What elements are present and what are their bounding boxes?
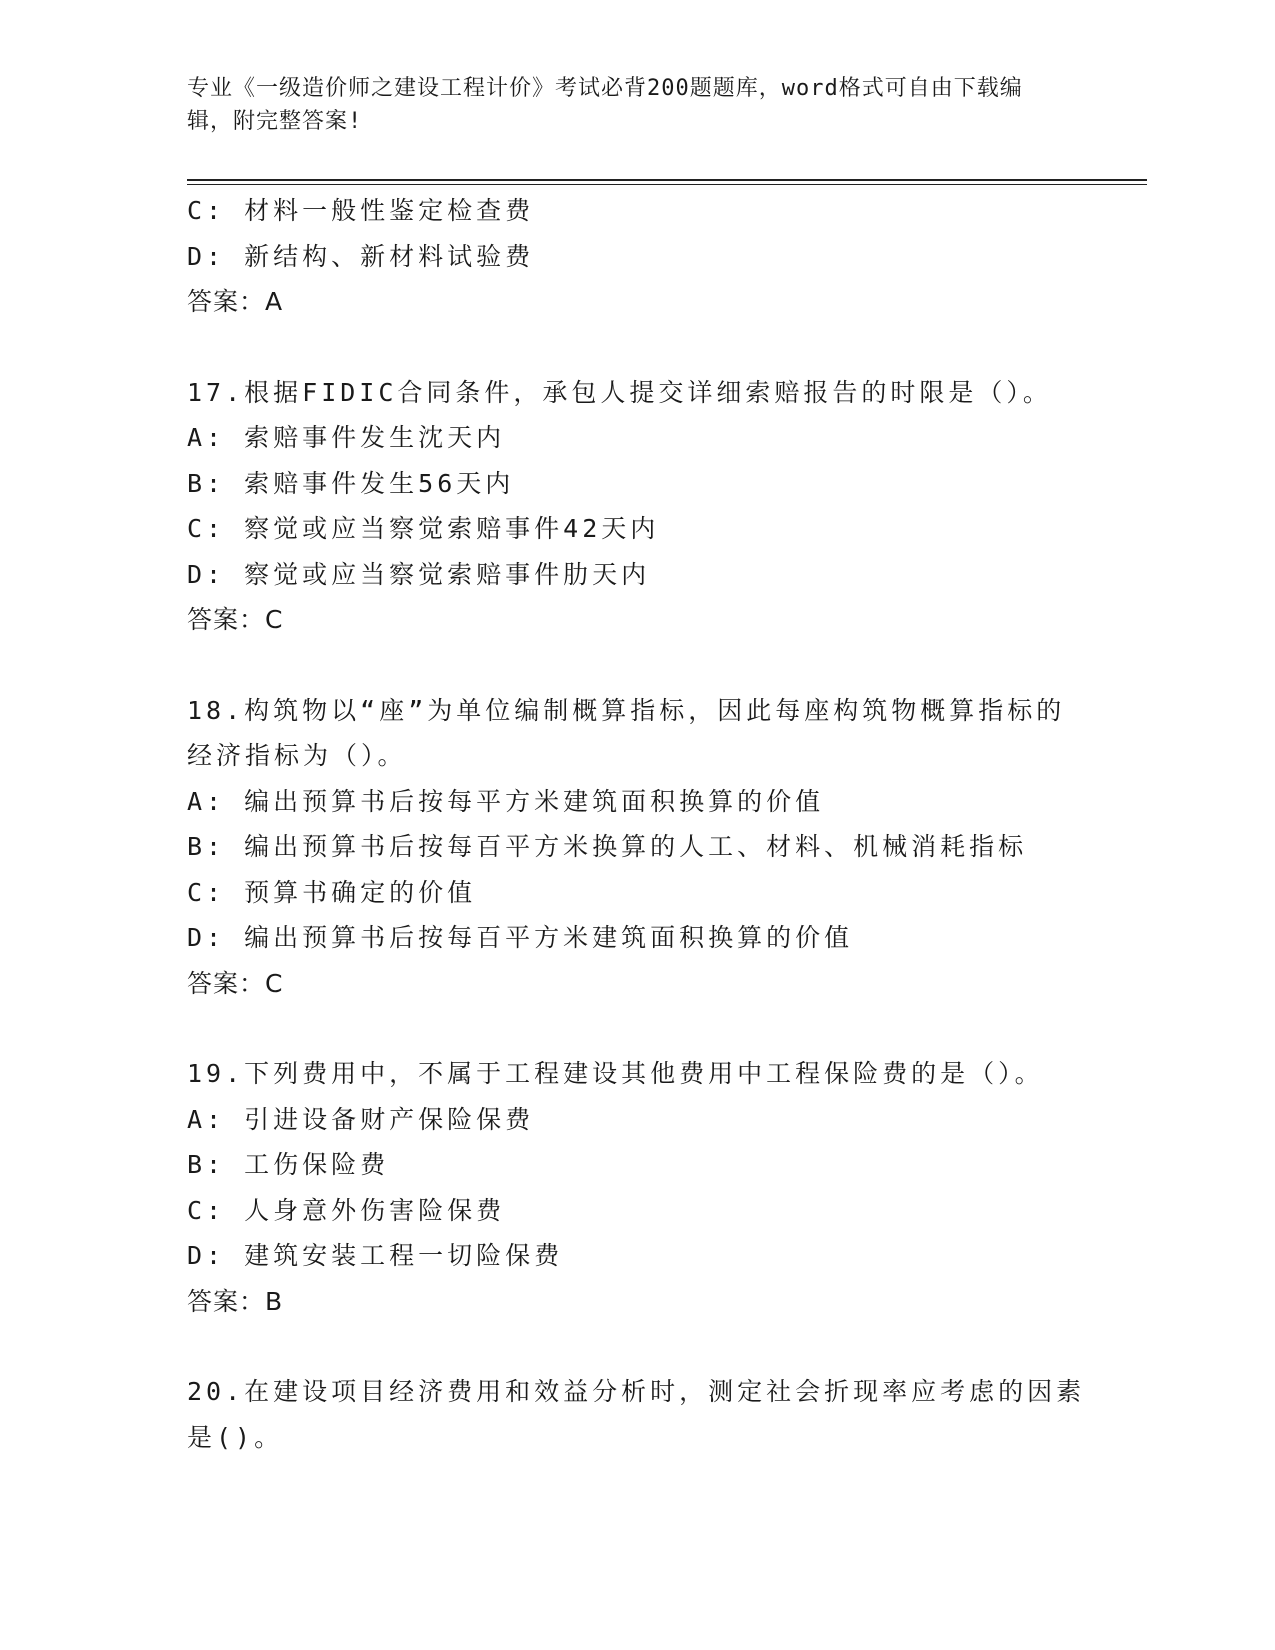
spacer bbox=[187, 643, 1087, 688]
option-c: C: 察觉或应当察觉索赔事件42天内 bbox=[187, 514, 660, 543]
option-d: D: 察觉或应当察觉索赔事件肋天内 bbox=[187, 559, 651, 589]
question-text: 17.根据FIDIC合同条件，承包人提交详细索赔报告的时限是（）。 bbox=[187, 377, 1052, 407]
option-c: C: 人身意外伤害险保费 bbox=[187, 1195, 506, 1225]
option-c: C: 预算书确定的价值 bbox=[187, 877, 477, 907]
header-divider-thick bbox=[187, 179, 1147, 181]
question-18 bbox=[187, 688, 1087, 1007]
header-text: 专业《一级造价师之建设工程计价》考试必背200题题库，word格式可自由下载编辑，附完整答案! bbox=[187, 76, 1023, 134]
option-b: B: 索赔事件发生56天内 bbox=[187, 468, 515, 498]
question-17 bbox=[187, 370, 1087, 643]
spacer bbox=[187, 1006, 1087, 1051]
option-a: A: 索赔事件发生沈天内 bbox=[187, 423, 506, 452]
question-text: 18.构筑物以“座”为单位编制概算指标，因此每座构筑物概算指标的经济指标为（）。 bbox=[187, 695, 1066, 770]
spacer bbox=[187, 325, 1087, 370]
question-text: 20.在建设项目经济费用和效益分析时，测定社会折现率应考虑的因素是()。 bbox=[187, 1377, 1086, 1452]
answer-line: 答案：C bbox=[187, 605, 284, 634]
option-b: B: 编出预算书后按每百平方米换算的人工、材料、机械消耗指标 bbox=[187, 832, 1028, 861]
answer-line: 答案：B bbox=[187, 1286, 284, 1316]
header-divider-thin bbox=[187, 184, 1147, 185]
question-16-partial bbox=[187, 188, 1087, 325]
question-20 bbox=[187, 1369, 1087, 1460]
option-c: C: 材料一般性鉴定检查费 bbox=[187, 196, 535, 225]
answer-line: 答案：A bbox=[187, 287, 284, 316]
option-b: B: 工伤保险费 bbox=[187, 1150, 390, 1179]
question-list bbox=[187, 188, 1087, 1460]
option-d: D: 新结构、新材料试验费 bbox=[187, 241, 535, 271]
question-19 bbox=[187, 1051, 1087, 1324]
answer-line: 答案：C bbox=[187, 968, 284, 998]
option-d: D: 建筑安装工程一切险保费 bbox=[187, 1241, 564, 1270]
option-a: A: 编出预算书后按每平方米建筑面积换算的价值 bbox=[187, 786, 825, 816]
option-d: D: 编出预算书后按每百平方米建筑面积换算的价值 bbox=[187, 923, 854, 952]
document-header bbox=[187, 72, 1067, 138]
question-text: 19.下列费用中，不属于工程建设其他费用中工程保险费的是（）。 bbox=[187, 1059, 1044, 1088]
spacer bbox=[187, 1324, 1087, 1369]
option-a: A: 引进设备财产保险保费 bbox=[187, 1104, 535, 1134]
